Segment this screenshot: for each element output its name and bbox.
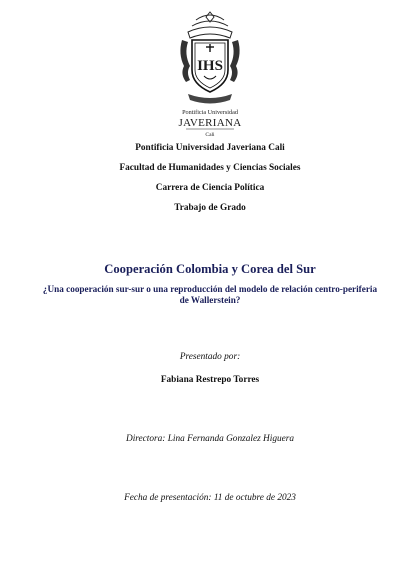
presentation-date: Fecha de presentación: 11 de octubre de 2023	[124, 493, 296, 503]
javeriana-shield-icon	[174, 10, 246, 138]
svg-text:Cali: Cali	[205, 132, 215, 138]
university-name: Pontificia Universidad Javeriana Cali	[135, 143, 285, 153]
thesis-subtitle-line-1: ¿Una cooperación sur-sur o una reproducción del modelo de relación centro-periferia	[42, 284, 378, 294]
faculty-name: Facultad de Humanidades y Ciencias Sociales	[119, 163, 301, 173]
director-line: Directora: Lina Fernanda Gonzalez Higuera	[125, 434, 295, 444]
author-name: Fabiana Restrepo Torres	[160, 375, 260, 385]
presented-by-label: Presentado por:	[179, 352, 241, 362]
thesis-subtitle-line-2: de Wallerstein?	[179, 295, 241, 305]
program-name: Carrera de Ciencia Política	[155, 183, 265, 193]
svg-text:IHS: IHS	[197, 58, 223, 74]
svg-text:Pontificia Universidad: Pontificia Universidad	[182, 109, 238, 116]
document-type: Trabajo de Grado	[174, 203, 246, 213]
thesis-title: Cooperación Colombia y Corea del Sur	[104, 262, 316, 276]
svg-text:JAVERIANA: JAVERIANA	[178, 117, 242, 129]
